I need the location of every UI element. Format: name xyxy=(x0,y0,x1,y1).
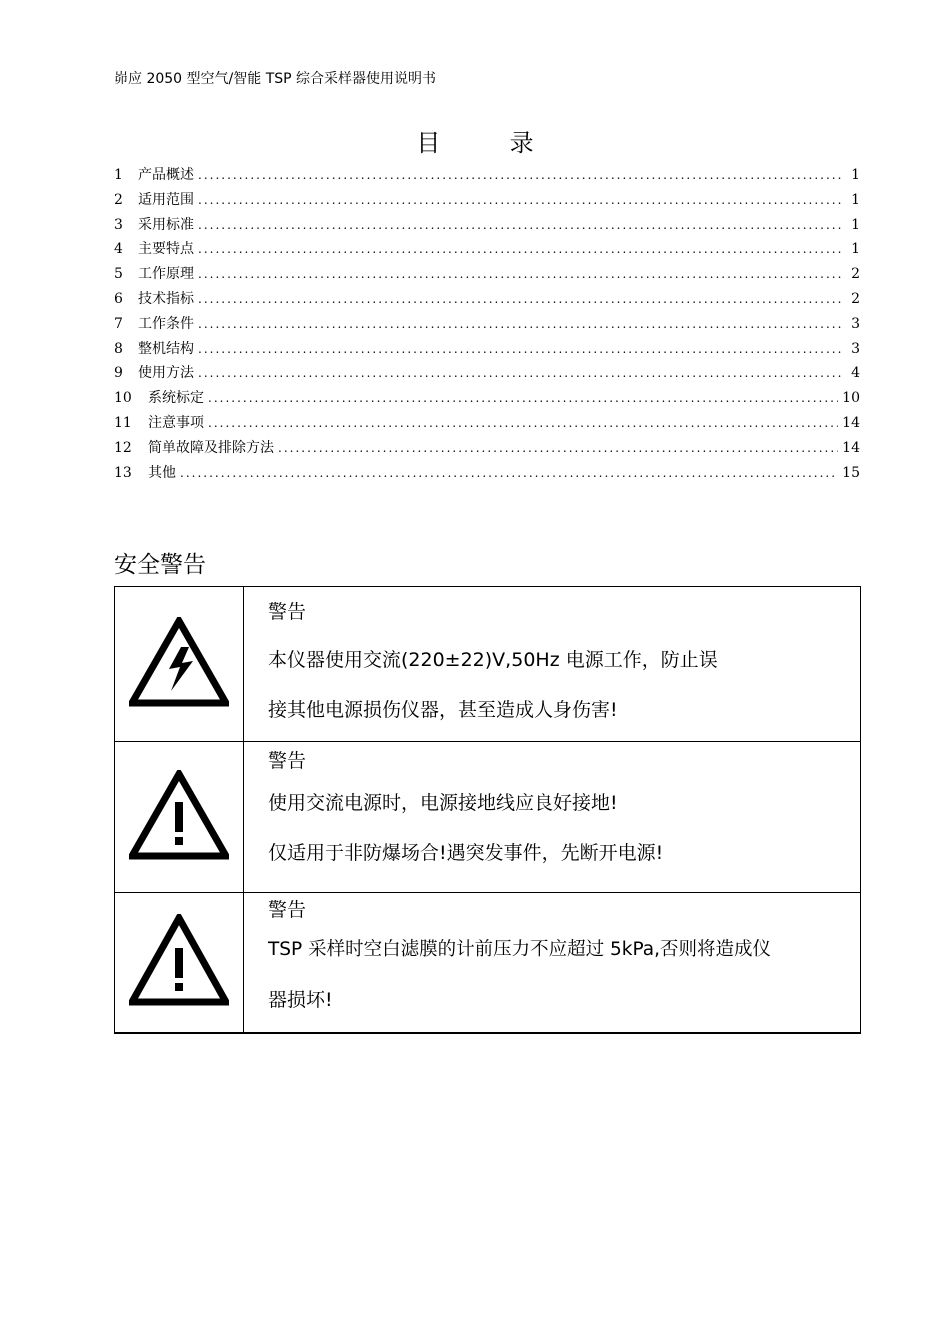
toc-item[interactable]: 9 使用方法 ..... 4 xyxy=(114,362,860,387)
toc-title xyxy=(0,123,950,158)
toc-item[interactable]: 12 简单故障及排除方法 ..... 14 xyxy=(114,437,860,462)
warning-row xyxy=(115,742,861,893)
leader-dots xyxy=(198,242,842,256)
leader-dots xyxy=(208,416,838,430)
warning-line: 器损坏! xyxy=(268,989,333,1011)
leader-dots xyxy=(198,168,842,182)
warning-icon-cell xyxy=(115,742,244,893)
table-of-contents xyxy=(114,164,860,486)
safety-warning-table xyxy=(114,586,861,1034)
warning-title: 警告 xyxy=(268,750,307,772)
safety-warning-heading: 安全警告 xyxy=(114,552,206,578)
warning-line: 仅适用于非防爆场合!遇突发事件，先断开电源! xyxy=(268,842,664,864)
exclamation-warning-icon xyxy=(129,914,229,1006)
toc-title-left: 目 xyxy=(416,129,441,157)
warning-line: 使用交流电源时，电源接地线应良好接地! xyxy=(268,792,618,814)
document-header: 峁应 2050 型空气/智能 TSP 综合采样器使用说明书 xyxy=(114,71,437,87)
toc-item[interactable]: 1 产品概述 ..... 1 xyxy=(114,164,860,189)
warning-line: 接其他电源损伤仪器，甚至造成人身伤害! xyxy=(268,699,618,721)
exclamation-warning-icon xyxy=(129,770,229,860)
toc-item[interactable]: 10 系统标定 ..... 10 xyxy=(114,387,860,412)
toc-item[interactable]: 5 工作原理 ..... 2 xyxy=(114,263,860,288)
warning-icon-cell xyxy=(115,587,244,742)
warning-icon-cell xyxy=(115,893,244,1033)
warning-text-cell xyxy=(244,742,861,893)
warning-row xyxy=(115,893,861,1033)
leader-dots xyxy=(208,391,838,405)
leader-dots xyxy=(278,441,838,455)
warning-line: 本仪器使用交流(220±22)V,50Hz 电源工作，防止误 xyxy=(268,649,718,671)
warning-text-cell xyxy=(244,893,861,1033)
warning-title: 警告 xyxy=(268,899,307,921)
leader-dots xyxy=(198,292,842,306)
warning-text-cell xyxy=(244,587,861,742)
warning-title: 警告 xyxy=(268,601,307,623)
leader-dots xyxy=(198,193,842,207)
leader-dots xyxy=(198,317,842,331)
toc-item[interactable]: 4 主要特点 ..... 1 xyxy=(114,238,860,263)
warning-row xyxy=(115,587,861,742)
leader-dots xyxy=(198,342,842,356)
toc-item[interactable]: 13 其他 ..... 15 xyxy=(114,462,860,487)
electric-shock-warning-icon xyxy=(129,617,229,707)
toc-title-right: 录 xyxy=(509,129,534,157)
toc-item[interactable]: 11 注意事项 ..... 14 xyxy=(114,412,860,437)
leader-dots xyxy=(198,218,842,232)
toc-item[interactable]: 8 整机结构 ..... 3 xyxy=(114,338,860,363)
warning-line: TSP 采样时空白滤膜的计前压力不应超过 5kPa,否则将造成仪 xyxy=(268,939,771,960)
toc-item[interactable]: 6 技术指标 ..... 2 xyxy=(114,288,860,313)
toc-item[interactable]: 3 采用标准 ..... 1 xyxy=(114,214,860,239)
leader-dots xyxy=(198,267,842,281)
toc-item[interactable]: 7 工作条件 ..... 3 xyxy=(114,313,860,338)
toc-item[interactable]: 2 适用范围 ..... 1 xyxy=(114,189,860,214)
leader-dots xyxy=(198,366,842,380)
leader-dots xyxy=(180,466,838,480)
